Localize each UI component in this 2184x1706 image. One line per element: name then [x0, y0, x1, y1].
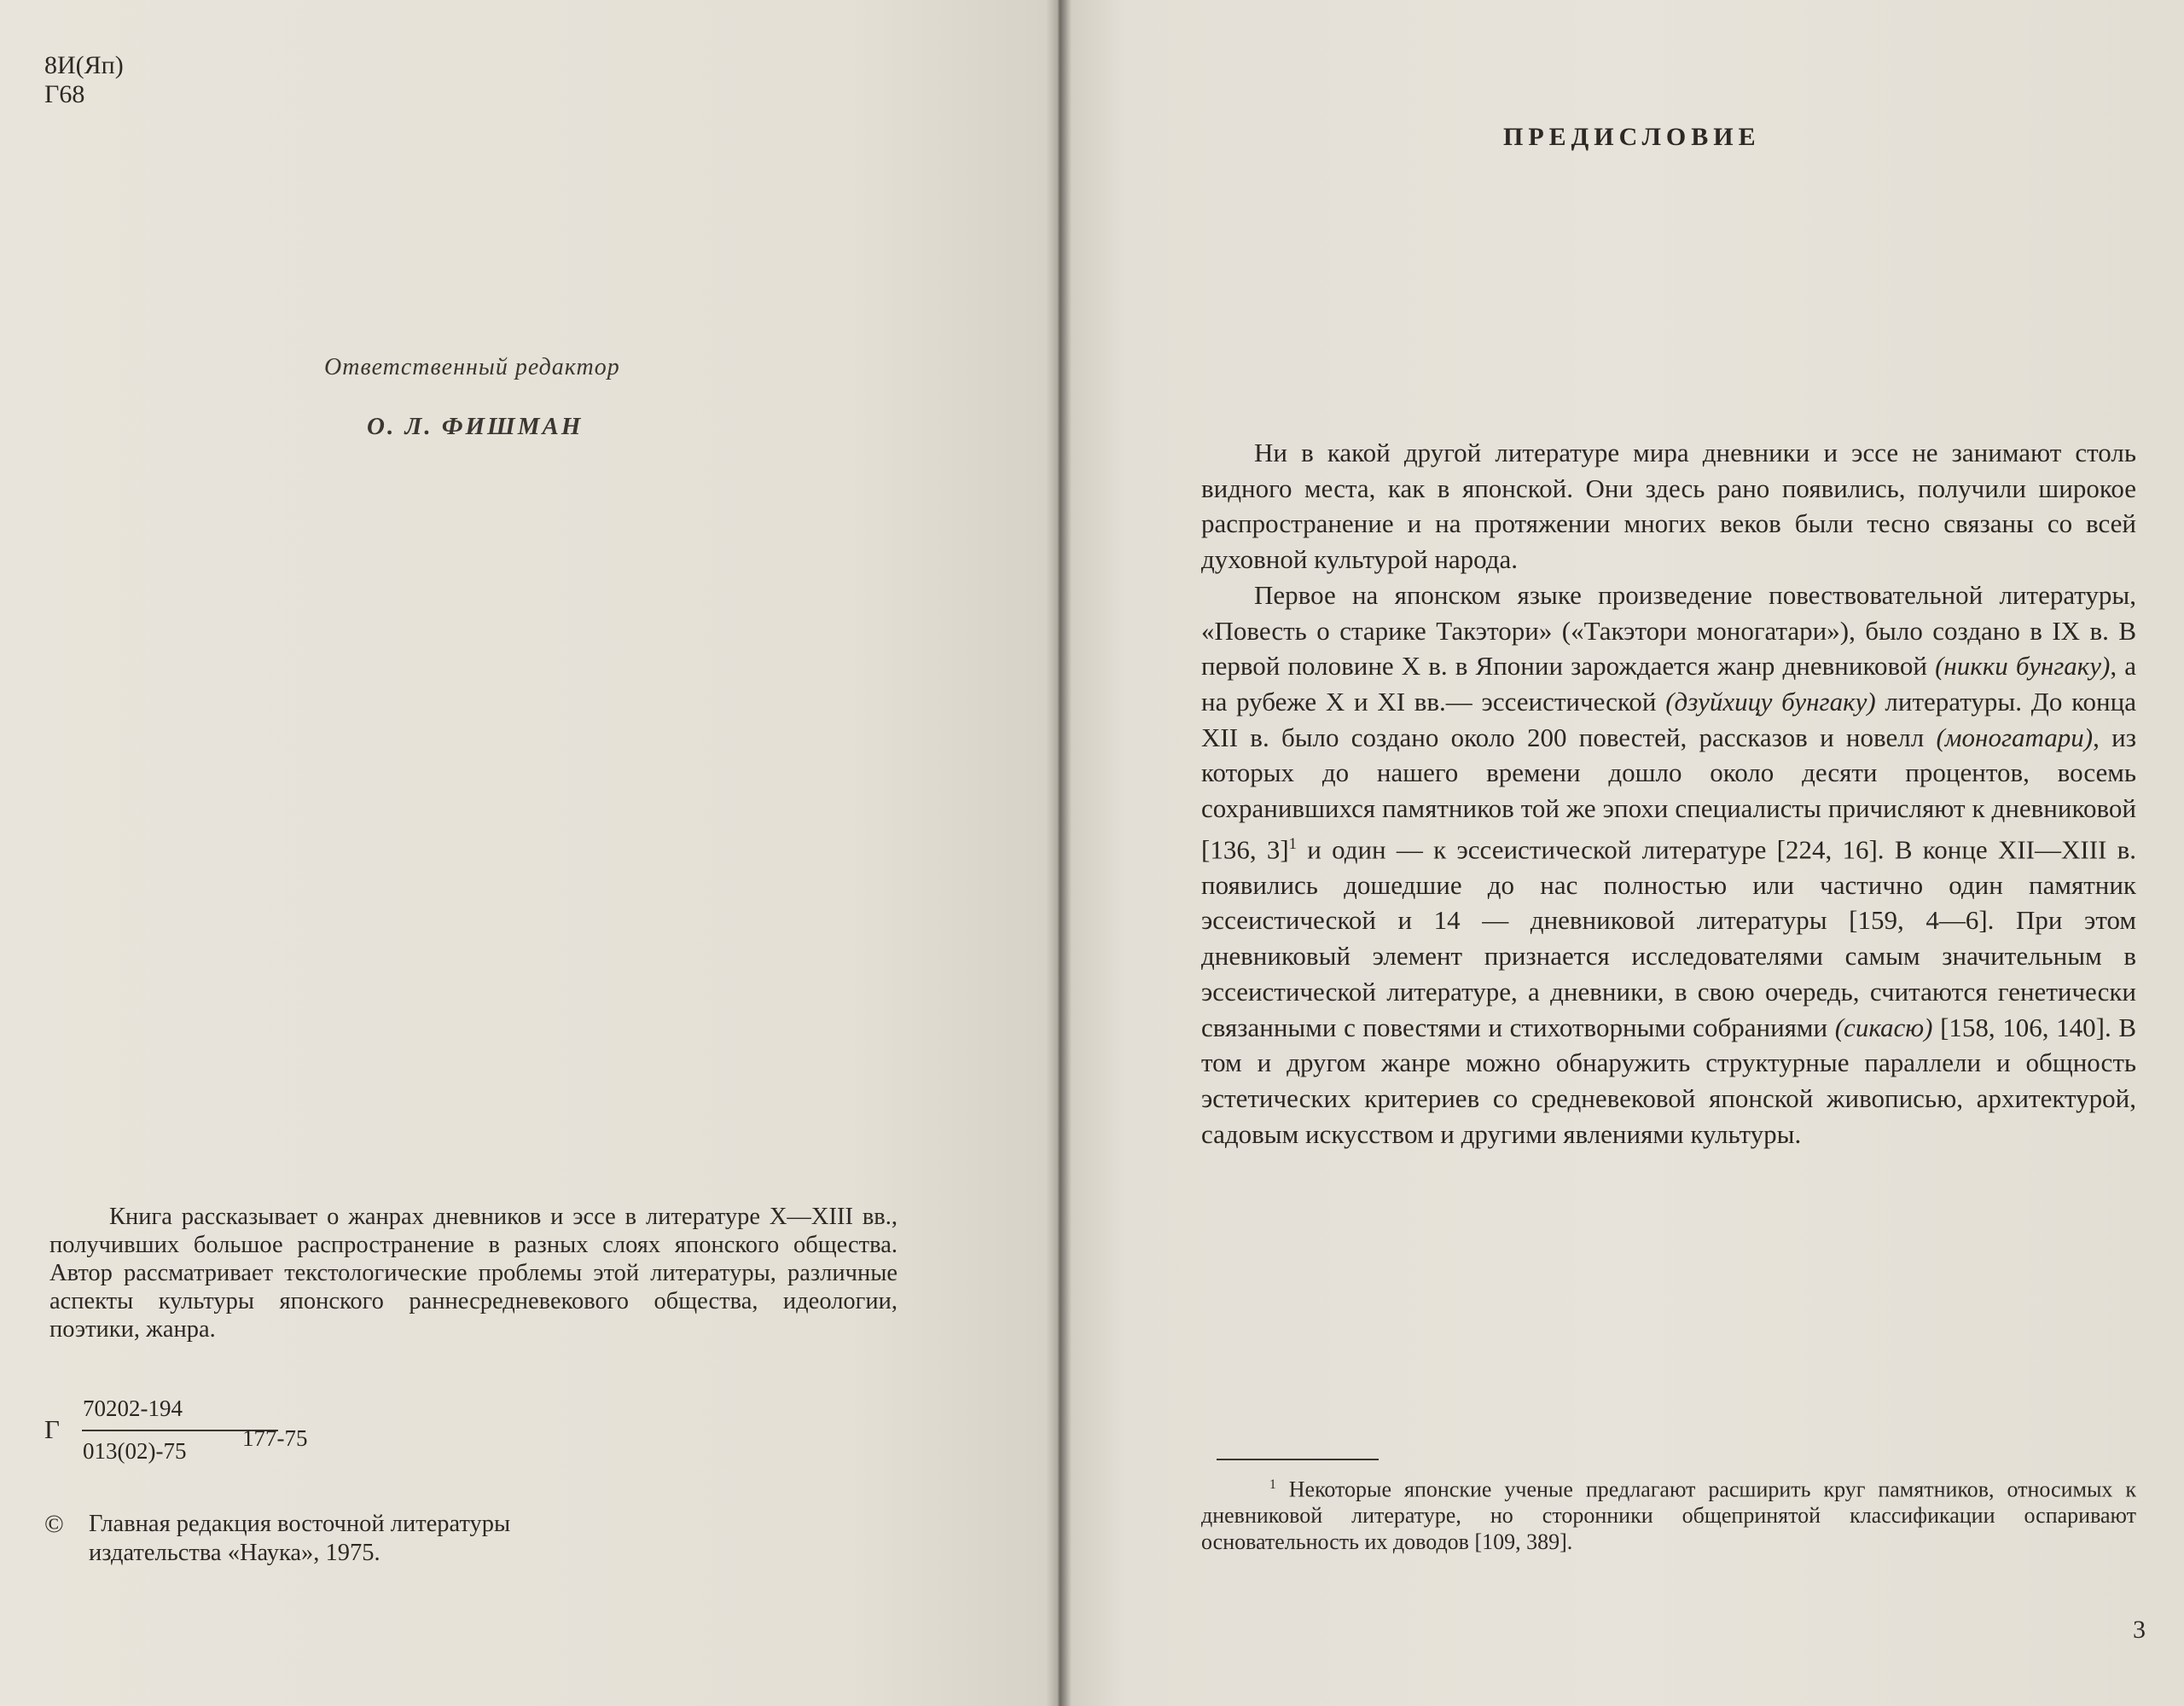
term-sikasyu: (сикасю) — [1834, 1012, 1933, 1042]
paragraph-2-part-e: и один — к эссеистической литературе [224, 16]. В конце XII—XIII в. появились дошедшие до нас полностью или частично один памятник эссеистической и 14 — дневниковой литературы [159, 4—6]. При этом дневниковый элемент признается исследователями самым значительным в эссеистической литературе, а дневники, в свою очередь, считаются генетически связанными с повестями и стихотворными собраниями — [1201, 834, 2136, 1042]
editor-name: О. Л. ФИШМАН — [367, 413, 584, 440]
copyright-text — [89, 1510, 686, 1568]
page-number: 3 — [2133, 1616, 2146, 1644]
paragraph-2 — [1201, 577, 2136, 1152]
footnote-paragraph — [1201, 1472, 2136, 1555]
book-annotation — [49, 1203, 897, 1343]
footnote-number: 1 — [1269, 1477, 1276, 1492]
left-page — [0, 0, 1058, 1706]
term-dzuihitsu-bungaku: (дзуйхицу бунгаку) — [1665, 686, 1876, 717]
index-numerator: 70202-194 — [83, 1396, 183, 1421]
paragraph-2-part-b: , а на рубеже X и XI вв.— эссеистической — [1201, 651, 2137, 717]
copyright-icon: © — [44, 1510, 64, 1538]
term-monogatari: (моногатари) — [1936, 722, 2094, 752]
footnote-divider — [1217, 1459, 1379, 1460]
chapter-title: ПРЕДИСЛОВИЕ — [1503, 123, 1761, 151]
footnote-text: Некоторые японские ученые предлагают расширить круг памятников, относимых к дневниковой литературе, но сторонники общепринятой классификации оспаривают основательность их доводов [109, 389]. — [1201, 1477, 2136, 1554]
footnote — [1201, 1472, 2136, 1555]
editor-label: Ответственный редактор — [324, 354, 620, 380]
publication-index — [44, 1396, 326, 1464]
library-code-line-2: Г68 — [44, 80, 85, 108]
paragraph-2-part-a: Первое на японском языке произведение повествовательной литературы, «Повесть о старике Такэтори» («Такэтори моногатари»), было создано в IX в. В первой половине X в. в Японии зарождается жанр дневниковой — [1201, 579, 2136, 682]
library-code-line-1: 8И(Яп) — [44, 51, 124, 79]
preface-body — [1201, 435, 2136, 1152]
index-suffix: 177-75 — [242, 1425, 308, 1451]
index-letter: Г — [44, 1414, 60, 1444]
library-classification-code — [44, 51, 124, 109]
copyright-line-2: издательства «Наука», 1975. — [89, 1540, 380, 1566]
index-denominator: 013(02)-75 — [83, 1438, 187, 1464]
copyright-line-1: Главная редакция восточной литературы — [89, 1511, 511, 1537]
paragraph-2-part-c: литературы. До конца XII в. было создано около 200 повестей, рассказов и новелл — [1201, 686, 2136, 752]
paragraph-1: Ни в какой другой литературе мира дневники и эссе не занимают столь видного места, как в японской. Они здесь рано появились, получили широкое распространение и на протяжении многих веков были тесно связаны со всей духовной культурой народа. — [1201, 438, 2136, 575]
paragraph-2-part-d: , из которых до нашего времени дошло около десяти процентов, восемь сохранившихся памятников той же эпохи специалисты причисляют к дневниковой [136, 3] — [1201, 722, 2136, 865]
book-gutter — [1046, 0, 1072, 1706]
annotation-text: Книга рассказывает о жанрах дневников и эссе в литературе X—XIII вв., получивших большое распространение в разных слоях японского общества. Автор рассматривает текстологические проблемы этой литературы, различные аспекты культуры японского раннесредневекового общества, идеологии, поэтики, жанра. — [49, 1204, 897, 1343]
footnote-reference: 1 — [1288, 834, 1297, 853]
paragraph-2-part-f: [158, 106, 140]. В том и другом жанре можно обнаружить структурные параллели и общность эстетических критериев со средневековой японской живописью, архитектурой, садовым искусством и другими явлениями культуры. — [1201, 1012, 2136, 1149]
term-nikki-bungaku: (никки бунгаку) — [1935, 651, 2111, 682]
